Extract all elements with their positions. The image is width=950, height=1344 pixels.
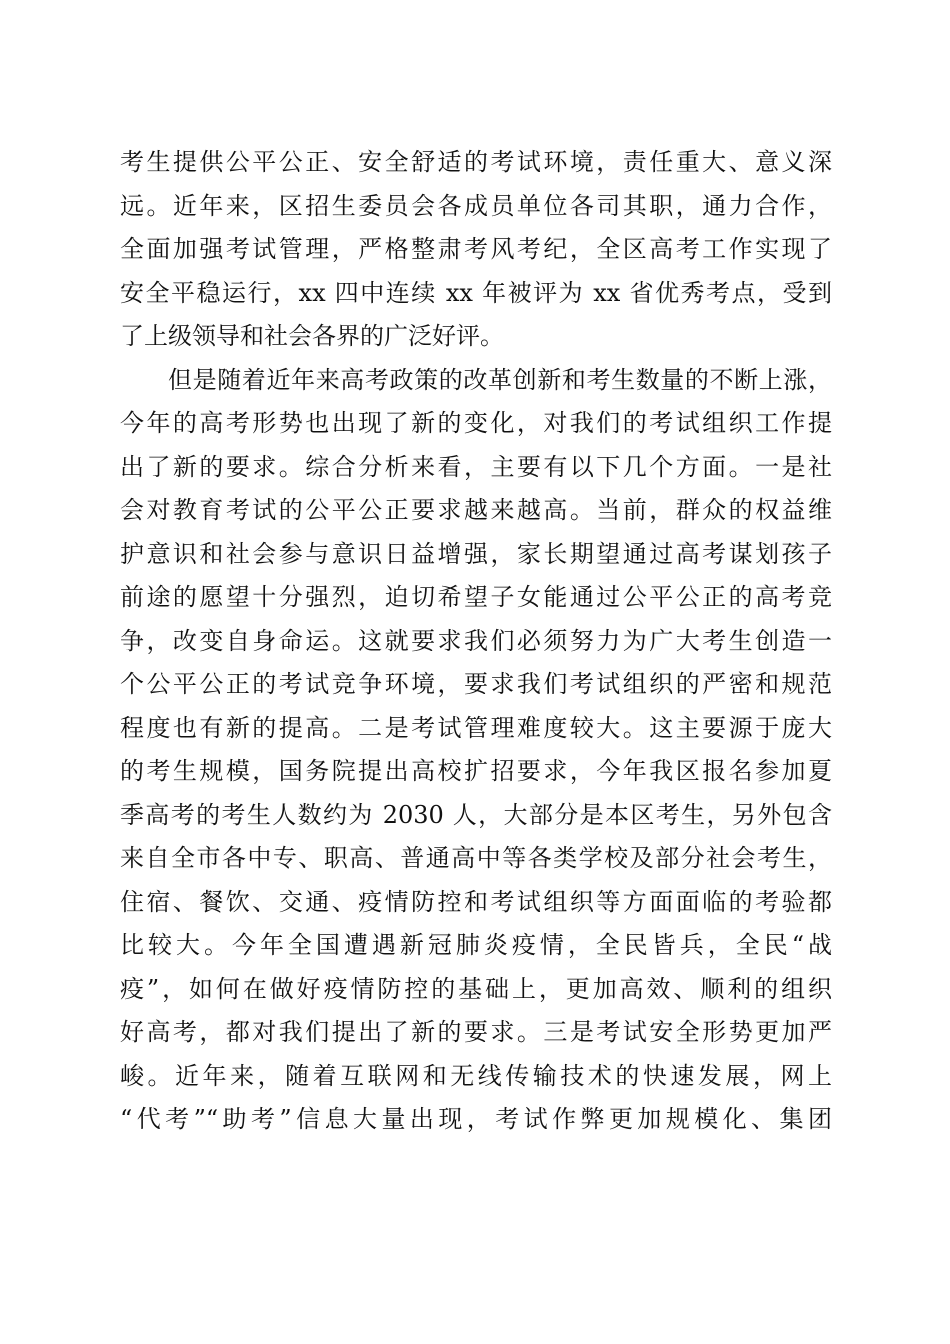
text-line: 住宿、餐饮、交通、疫情防控和考试组织等方面面临的考验都 bbox=[120, 887, 832, 916]
text-line: 的考生规模，国务院提出高校扩招要求，今年我区报名参加夏 bbox=[120, 757, 832, 785]
text-line: 今年的高考形势也出现了新的变化，对我们的考试组织工作提 bbox=[120, 409, 832, 437]
body-text bbox=[120, 141, 832, 1142]
text-line: 程度也有新的提高。二是考试管理难度较大。这主要源于庞大 bbox=[120, 713, 832, 742]
text-line: 好高考，都对我们提出了新的要求。三是考试安全形势更加严 bbox=[120, 1018, 832, 1046]
text-line: 但是随着近年来高考政策的改革创新和考生数量的不断上涨， bbox=[168, 365, 832, 394]
text-line: 个公平公正的考试竞争环境，要求我们考试组织的严密和规范 bbox=[120, 670, 832, 698]
text-line: “代考”“助考”信息大量出现，考试作弊更加规模化、集团 bbox=[120, 1105, 832, 1133]
text-line: 比较大。今年全国遭遇新冠肺炎疫情，全民皆兵，全民“战 bbox=[120, 931, 832, 959]
text-line: 考生提供公平公正、安全舒适的考试环境，责任重大、意义深 bbox=[120, 148, 832, 176]
text-line: 了上级领导和社会各界的广泛好评。 bbox=[120, 322, 504, 350]
text-line: 来自全市各中专、职高、普通高中等各类学校及部分社会考生， bbox=[120, 844, 832, 872]
text-line: 会对教育考试的公平公正要求越来越高。当前，群众的权益维 bbox=[120, 496, 832, 524]
paragraph-continuation bbox=[120, 141, 832, 359]
text-line: 疫”，如何在做好疫情防控的基础上，更加高效、顺利的组织 bbox=[120, 974, 832, 1003]
text-line: 安全平稳运行，xx 四中连续 xx 年被评为 xx 省优秀考点，受到 bbox=[120, 278, 832, 307]
text-line: 峻。近年来，随着互联网和无线传输技术的快速发展，网上 bbox=[120, 1061, 832, 1090]
text-line: 前途的愿望十分强烈，迫切希望子女能通过公平公正的高考竞 bbox=[120, 583, 832, 611]
text-line: 护意识和社会参与意识日益增强，家长期望通过高考谋划孩子 bbox=[120, 539, 832, 568]
text-line: 季高考的考生人数约为 2030 人，大部分是本区考生，另外包含 bbox=[120, 800, 832, 829]
text-line: 全面加强考试管理，严格整肃考风考纪，全区高考工作实现了 bbox=[120, 235, 832, 263]
paragraph-challenges bbox=[120, 359, 832, 1142]
text-line: 出了新的要求。综合分析来看，主要有以下几个方面。一是社 bbox=[120, 452, 832, 481]
text-line: 争，改变自身命运。这就要求我们必须努力为广大考生创造一 bbox=[120, 626, 832, 655]
text-line: 远。近年来，区招生委员会各成员单位各司其职，通力合作， bbox=[120, 191, 832, 220]
